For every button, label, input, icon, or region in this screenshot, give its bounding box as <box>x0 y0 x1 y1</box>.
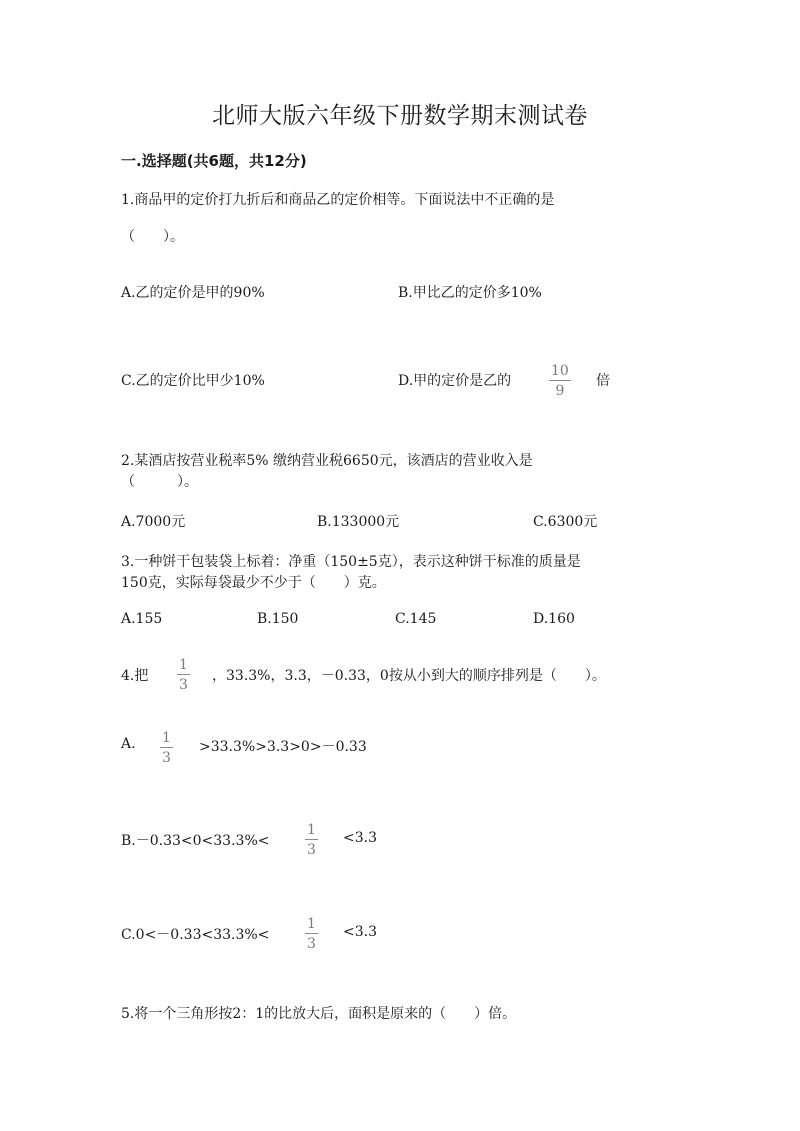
q4-stem-prefix: 4.把 <box>121 668 149 684</box>
q4-option-b-prefix: B.－0.33<0<33.3%< <box>121 833 270 849</box>
section-heading: 一.选择题(共6题，共12分) <box>121 152 307 170</box>
fraction-denominator: 3 <box>162 750 171 766</box>
q1-option-b: B.甲比乙的定价多10% <box>398 285 542 301</box>
fraction-denominator: 3 <box>179 677 188 693</box>
q1-option-d-prefix: D.甲的定价是乙的 <box>398 373 512 389</box>
fraction-numerator: 1 <box>179 657 188 673</box>
page-title: 北师大版六年级下册数学期末测试卷 <box>212 103 588 129</box>
fraction-denominator: 9 <box>555 383 565 399</box>
q4-option-b-fraction <box>305 823 318 857</box>
q4-option-a-prefix: A. <box>121 736 136 752</box>
fraction-numerator: 10 <box>551 363 569 379</box>
fraction-denominator: 3 <box>307 936 316 952</box>
q2-stem-line2: （ ）。 <box>121 474 198 490</box>
q4-option-b-suffix: <3.3 <box>343 830 377 846</box>
q1-option-d-suffix: 倍 <box>596 373 610 389</box>
q3-option-b: B.150 <box>257 611 299 627</box>
q1-option-a: A.乙的定价是甲的90% <box>121 285 265 301</box>
q2-option-b: B.133000元 <box>317 514 400 530</box>
q4-option-a-suffix: >33.3%>3.3>0>－0.33 <box>199 739 367 755</box>
q4-option-c-prefix: C.0<－0.33<33.3%< <box>121 927 270 943</box>
q4-option-c-fraction <box>305 917 318 951</box>
q3-option-c: C.145 <box>395 611 437 627</box>
q3-option-d: D.160 <box>533 611 575 627</box>
q4-option-c-suffix: <3.3 <box>343 924 377 940</box>
q2-stem-line1: 2.某酒店按营业税率5% 缴纳营业税6650元，该酒店的营业收入是 <box>121 453 533 469</box>
q4-stem-fraction <box>177 658 190 692</box>
q3-stem-line1: 3.一种饼干包装袋上标着：净重（150±5克），表示这种饼干标准的质量是 <box>121 554 581 570</box>
q1-option-d-fraction <box>549 364 571 398</box>
q5-stem: 5.将一个三角形按2：1的比放大后，面积是原来的（ ）倍。 <box>121 1006 517 1022</box>
q4-stem-suffix: ，33.3%，3.3，－0.33，0按从小到大的顺序排列是（ ）。 <box>212 668 606 684</box>
q2-option-a: A.7000元 <box>121 514 186 530</box>
fraction-numerator: 1 <box>307 916 316 932</box>
fraction-denominator: 3 <box>307 842 316 858</box>
q1-stem-line1: 1.商品甲的定价打九折后和商品乙的定价相等。下面说法中不正确的是 <box>121 192 555 208</box>
q4-option-a-fraction <box>160 731 173 765</box>
fraction-numerator: 1 <box>307 822 316 838</box>
fraction-numerator: 1 <box>162 730 171 746</box>
q3-stem-line2: 150克，实际每袋最少不少于（ ）克。 <box>121 575 386 591</box>
q1-stem-line2: （ ）。 <box>121 229 184 245</box>
q2-option-c: C.6300元 <box>533 514 598 530</box>
q1-option-c: C.乙的定价比甲少10% <box>121 373 265 389</box>
q3-option-a: A.155 <box>121 611 163 627</box>
